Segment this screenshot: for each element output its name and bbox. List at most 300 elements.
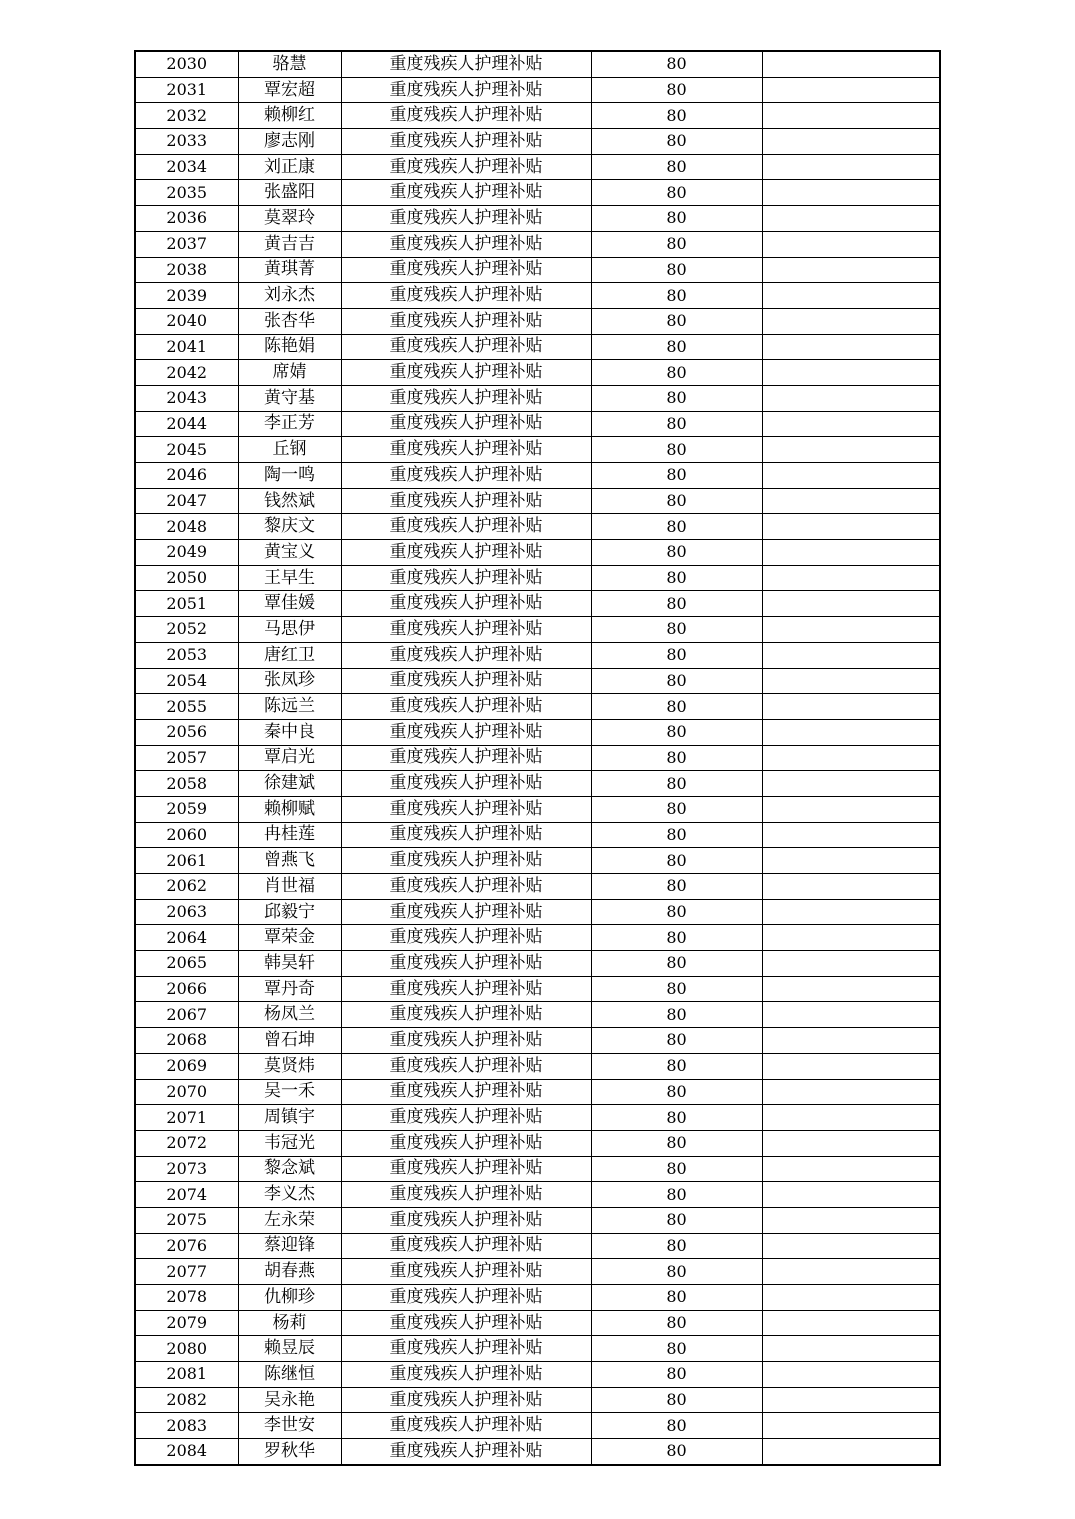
row-number-cell: 2077 bbox=[135, 1259, 238, 1285]
table-row bbox=[135, 231, 940, 257]
remark-cell bbox=[762, 694, 940, 720]
row-number-cell: 2066 bbox=[135, 976, 238, 1002]
name-cell: 黎庆文 bbox=[238, 514, 341, 540]
subsidy-item-cell: 重度残疾人护理补贴 bbox=[341, 1079, 591, 1105]
table-row bbox=[135, 1259, 940, 1285]
remark-cell bbox=[762, 385, 940, 411]
name-cell: 张盛阳 bbox=[238, 180, 341, 206]
subsidy-item-cell: 重度残疾人护理补贴 bbox=[341, 154, 591, 180]
remark-cell bbox=[762, 925, 940, 951]
name-cell: 黄琪菁 bbox=[238, 257, 341, 283]
table-row bbox=[135, 925, 940, 951]
remark-cell bbox=[762, 231, 940, 257]
amount-cell: 80 bbox=[591, 668, 762, 694]
table-row bbox=[135, 822, 940, 848]
subsidy-item-cell: 重度残疾人护理补贴 bbox=[341, 822, 591, 848]
table-row bbox=[135, 1439, 940, 1465]
row-number-cell: 2059 bbox=[135, 796, 238, 822]
subsidy-item-cell: 重度残疾人护理补贴 bbox=[341, 129, 591, 155]
subsidy-item-cell: 重度残疾人护理补贴 bbox=[341, 745, 591, 771]
name-cell: 席婧 bbox=[238, 360, 341, 386]
name-cell: 黄吉吉 bbox=[238, 231, 341, 257]
name-cell: 张凤珍 bbox=[238, 668, 341, 694]
row-number-cell: 2050 bbox=[135, 565, 238, 591]
remark-cell bbox=[762, 822, 940, 848]
subsidy-item-cell: 重度残疾人护理补贴 bbox=[341, 848, 591, 874]
amount-cell: 80 bbox=[591, 1285, 762, 1311]
subsidy-item-cell: 重度残疾人护理补贴 bbox=[341, 1336, 591, 1362]
remark-cell bbox=[762, 308, 940, 334]
subsidy-item-cell: 重度残疾人护理补贴 bbox=[341, 206, 591, 232]
remark-cell bbox=[762, 1028, 940, 1054]
amount-cell: 80 bbox=[591, 257, 762, 283]
remark-cell bbox=[762, 1182, 940, 1208]
name-cell: 曾燕飞 bbox=[238, 848, 341, 874]
remark-cell bbox=[762, 180, 940, 206]
remark-cell bbox=[762, 771, 940, 797]
name-cell: 黎念斌 bbox=[238, 1156, 341, 1182]
subsidy-item-cell: 重度残疾人护理补贴 bbox=[341, 1028, 591, 1054]
table-row bbox=[135, 334, 940, 360]
subsidy-item-cell: 重度残疾人护理补贴 bbox=[341, 976, 591, 1002]
remark-cell bbox=[762, 103, 940, 129]
table-row bbox=[135, 848, 940, 874]
amount-cell: 80 bbox=[591, 1182, 762, 1208]
table-row bbox=[135, 257, 940, 283]
remark-cell bbox=[762, 411, 940, 437]
remark-cell bbox=[762, 565, 940, 591]
table-row bbox=[135, 796, 940, 822]
amount-cell: 80 bbox=[591, 694, 762, 720]
row-number-cell: 2033 bbox=[135, 129, 238, 155]
subsidy-item-cell: 重度残疾人护理补贴 bbox=[341, 308, 591, 334]
amount-cell: 80 bbox=[591, 154, 762, 180]
remark-cell bbox=[762, 1207, 940, 1233]
name-cell: 李正芳 bbox=[238, 411, 341, 437]
name-cell: 韦冠光 bbox=[238, 1130, 341, 1156]
name-cell: 钱然斌 bbox=[238, 488, 341, 514]
name-cell: 蔡迎锋 bbox=[238, 1233, 341, 1259]
amount-cell: 80 bbox=[591, 617, 762, 643]
name-cell: 李世安 bbox=[238, 1413, 341, 1439]
table-row bbox=[135, 771, 940, 797]
amount-cell: 80 bbox=[591, 51, 762, 77]
amount-cell: 80 bbox=[591, 899, 762, 925]
remark-cell bbox=[762, 514, 940, 540]
row-number-cell: 2048 bbox=[135, 514, 238, 540]
name-cell: 徐建斌 bbox=[238, 771, 341, 797]
subsidy-item-cell: 重度残疾人护理补贴 bbox=[341, 283, 591, 309]
row-number-cell: 2069 bbox=[135, 1053, 238, 1079]
table-row bbox=[135, 77, 940, 103]
table-row bbox=[135, 668, 940, 694]
subsidy-item-cell: 重度残疾人护理补贴 bbox=[341, 642, 591, 668]
table-row bbox=[135, 154, 940, 180]
subsidy-item-cell: 重度残疾人护理补贴 bbox=[341, 51, 591, 77]
subsidy-item-cell: 重度残疾人护理补贴 bbox=[341, 231, 591, 257]
subsidy-item-cell: 重度残疾人护理补贴 bbox=[341, 103, 591, 129]
remark-cell bbox=[762, 283, 940, 309]
remark-cell bbox=[762, 154, 940, 180]
amount-cell: 80 bbox=[591, 848, 762, 874]
row-number-cell: 2046 bbox=[135, 463, 238, 489]
table-row bbox=[135, 1182, 940, 1208]
name-cell: 刘永杰 bbox=[238, 283, 341, 309]
remark-cell bbox=[762, 540, 940, 566]
row-number-cell: 2079 bbox=[135, 1310, 238, 1336]
row-number-cell: 2082 bbox=[135, 1387, 238, 1413]
row-number-cell: 2034 bbox=[135, 154, 238, 180]
table-row bbox=[135, 1310, 940, 1336]
amount-cell: 80 bbox=[591, 514, 762, 540]
name-cell: 吴一禾 bbox=[238, 1079, 341, 1105]
remark-cell bbox=[762, 617, 940, 643]
amount-cell: 80 bbox=[591, 1336, 762, 1362]
table-body bbox=[135, 51, 940, 1465]
row-number-cell: 2031 bbox=[135, 77, 238, 103]
subsidy-item-cell: 重度残疾人护理补贴 bbox=[341, 180, 591, 206]
row-number-cell: 2080 bbox=[135, 1336, 238, 1362]
table-row bbox=[135, 1053, 940, 1079]
subsidy-item-cell: 重度残疾人护理补贴 bbox=[341, 694, 591, 720]
name-cell: 李义杰 bbox=[238, 1182, 341, 1208]
subsidy-item-cell: 重度残疾人护理补贴 bbox=[341, 1413, 591, 1439]
amount-cell: 80 bbox=[591, 822, 762, 848]
name-cell: 唐红卫 bbox=[238, 642, 341, 668]
row-number-cell: 2040 bbox=[135, 308, 238, 334]
amount-cell: 80 bbox=[591, 360, 762, 386]
amount-cell: 80 bbox=[591, 385, 762, 411]
name-cell: 胡春燕 bbox=[238, 1259, 341, 1285]
amount-cell: 80 bbox=[591, 925, 762, 951]
remark-cell bbox=[762, 51, 940, 77]
name-cell: 曾石坤 bbox=[238, 1028, 341, 1054]
row-number-cell: 2064 bbox=[135, 925, 238, 951]
amount-cell: 80 bbox=[591, 951, 762, 977]
row-number-cell: 2074 bbox=[135, 1182, 238, 1208]
table-row bbox=[135, 180, 940, 206]
row-number-cell: 2055 bbox=[135, 694, 238, 720]
remark-cell bbox=[762, 874, 940, 900]
remark-cell bbox=[762, 668, 940, 694]
remark-cell bbox=[762, 1002, 940, 1028]
row-number-cell: 2044 bbox=[135, 411, 238, 437]
amount-cell: 80 bbox=[591, 1079, 762, 1105]
name-cell: 黄守基 bbox=[238, 385, 341, 411]
amount-cell: 80 bbox=[591, 308, 762, 334]
name-cell: 丘钢 bbox=[238, 437, 341, 463]
name-cell: 邱毅宁 bbox=[238, 899, 341, 925]
name-cell: 廖志刚 bbox=[238, 129, 341, 155]
remark-cell bbox=[762, 1105, 940, 1131]
amount-cell: 80 bbox=[591, 488, 762, 514]
row-number-cell: 2072 bbox=[135, 1130, 238, 1156]
subsidy-item-cell: 重度残疾人护理补贴 bbox=[341, 1130, 591, 1156]
subsidy-item-cell: 重度残疾人护理补贴 bbox=[341, 591, 591, 617]
remark-cell bbox=[762, 129, 940, 155]
row-number-cell: 2039 bbox=[135, 283, 238, 309]
row-number-cell: 2051 bbox=[135, 591, 238, 617]
row-number-cell: 2078 bbox=[135, 1285, 238, 1311]
table-row bbox=[135, 411, 940, 437]
table-row bbox=[135, 360, 940, 386]
name-cell: 罗秋华 bbox=[238, 1439, 341, 1465]
name-cell: 刘正康 bbox=[238, 154, 341, 180]
name-cell: 杨莉 bbox=[238, 1310, 341, 1336]
remark-cell bbox=[762, 951, 940, 977]
table-row bbox=[135, 1130, 940, 1156]
table-row bbox=[135, 206, 940, 232]
subsidy-item-cell: 重度残疾人护理补贴 bbox=[341, 719, 591, 745]
amount-cell: 80 bbox=[591, 796, 762, 822]
table-row bbox=[135, 1028, 940, 1054]
row-number-cell: 2049 bbox=[135, 540, 238, 566]
table-row bbox=[135, 1413, 940, 1439]
row-number-cell: 2065 bbox=[135, 951, 238, 977]
amount-cell: 80 bbox=[591, 1028, 762, 1054]
subsidy-item-cell: 重度残疾人护理补贴 bbox=[341, 1259, 591, 1285]
subsidy-item-cell: 重度残疾人护理补贴 bbox=[341, 488, 591, 514]
remark-cell bbox=[762, 642, 940, 668]
row-number-cell: 2062 bbox=[135, 874, 238, 900]
subsidy-item-cell: 重度残疾人护理补贴 bbox=[341, 796, 591, 822]
amount-cell: 80 bbox=[591, 180, 762, 206]
name-cell: 陶一鸣 bbox=[238, 463, 341, 489]
amount-cell: 80 bbox=[591, 591, 762, 617]
row-number-cell: 2041 bbox=[135, 334, 238, 360]
table-row bbox=[135, 719, 940, 745]
subsidy-item-cell: 重度残疾人护理补贴 bbox=[341, 617, 591, 643]
remark-cell bbox=[762, 1233, 940, 1259]
amount-cell: 80 bbox=[591, 745, 762, 771]
remark-cell bbox=[762, 719, 940, 745]
table-row bbox=[135, 1233, 940, 1259]
remark-cell bbox=[762, 796, 940, 822]
table-row bbox=[135, 1362, 940, 1388]
name-cell: 覃丹奇 bbox=[238, 976, 341, 1002]
subsidy-item-cell: 重度残疾人护理补贴 bbox=[341, 257, 591, 283]
table-row bbox=[135, 51, 940, 77]
table-row bbox=[135, 617, 940, 643]
subsidy-item-cell: 重度残疾人护理补贴 bbox=[341, 385, 591, 411]
subsidy-item-cell: 重度残疾人护理补贴 bbox=[341, 1387, 591, 1413]
remark-cell bbox=[762, 1439, 940, 1465]
name-cell: 肖世福 bbox=[238, 874, 341, 900]
row-number-cell: 2057 bbox=[135, 745, 238, 771]
row-number-cell: 2068 bbox=[135, 1028, 238, 1054]
name-cell: 周镇宇 bbox=[238, 1105, 341, 1131]
amount-cell: 80 bbox=[591, 206, 762, 232]
subsidy-item-cell: 重度残疾人护理补贴 bbox=[341, 1207, 591, 1233]
remark-cell bbox=[762, 360, 940, 386]
remark-cell bbox=[762, 488, 940, 514]
remark-cell bbox=[762, 1259, 940, 1285]
remark-cell bbox=[762, 1387, 940, 1413]
table-row bbox=[135, 1285, 940, 1311]
name-cell: 覃宏超 bbox=[238, 77, 341, 103]
name-cell: 吴永艳 bbox=[238, 1387, 341, 1413]
subsidy-item-cell: 重度残疾人护理补贴 bbox=[341, 1310, 591, 1336]
name-cell: 王早生 bbox=[238, 565, 341, 591]
table-row bbox=[135, 283, 940, 309]
remark-cell bbox=[762, 1413, 940, 1439]
subsidy-item-cell: 重度残疾人护理补贴 bbox=[341, 565, 591, 591]
remark-cell bbox=[762, 257, 940, 283]
subsidy-item-cell: 重度残疾人护理补贴 bbox=[341, 1182, 591, 1208]
subsidy-item-cell: 重度残疾人护理补贴 bbox=[341, 1285, 591, 1311]
row-number-cell: 2036 bbox=[135, 206, 238, 232]
amount-cell: 80 bbox=[591, 1439, 762, 1465]
subsidy-item-cell: 重度残疾人护理补贴 bbox=[341, 1233, 591, 1259]
table-row bbox=[135, 437, 940, 463]
subsidy-item-cell: 重度残疾人护理补贴 bbox=[341, 1439, 591, 1465]
name-cell: 杨凤兰 bbox=[238, 1002, 341, 1028]
table-row bbox=[135, 308, 940, 334]
subsidy-item-cell: 重度残疾人护理补贴 bbox=[341, 540, 591, 566]
subsidy-item-cell: 重度残疾人护理补贴 bbox=[341, 668, 591, 694]
row-number-cell: 2083 bbox=[135, 1413, 238, 1439]
remark-cell bbox=[762, 437, 940, 463]
amount-cell: 80 bbox=[591, 437, 762, 463]
remark-cell bbox=[762, 206, 940, 232]
subsidy-item-cell: 重度残疾人护理补贴 bbox=[341, 334, 591, 360]
amount-cell: 80 bbox=[591, 1105, 762, 1131]
name-cell: 马思伊 bbox=[238, 617, 341, 643]
remark-cell bbox=[762, 1310, 940, 1336]
row-number-cell: 2035 bbox=[135, 180, 238, 206]
row-number-cell: 2070 bbox=[135, 1079, 238, 1105]
row-number-cell: 2045 bbox=[135, 437, 238, 463]
subsidy-item-cell: 重度残疾人护理补贴 bbox=[341, 899, 591, 925]
subsidy-item-cell: 重度残疾人护理补贴 bbox=[341, 463, 591, 489]
row-number-cell: 2075 bbox=[135, 1207, 238, 1233]
name-cell: 仇柳珍 bbox=[238, 1285, 341, 1311]
name-cell: 韩昊轩 bbox=[238, 951, 341, 977]
remark-cell bbox=[762, 1079, 940, 1105]
amount-cell: 80 bbox=[591, 1387, 762, 1413]
row-number-cell: 2030 bbox=[135, 51, 238, 77]
table-row bbox=[135, 899, 940, 925]
name-cell: 秦中良 bbox=[238, 719, 341, 745]
subsidy-item-cell: 重度残疾人护理补贴 bbox=[341, 514, 591, 540]
subsidy-item-cell: 重度残疾人护理补贴 bbox=[341, 1156, 591, 1182]
subsidy-item-cell: 重度残疾人护理补贴 bbox=[341, 1105, 591, 1131]
table-row bbox=[135, 1079, 940, 1105]
amount-cell: 80 bbox=[591, 565, 762, 591]
remark-cell bbox=[762, 77, 940, 103]
amount-cell: 80 bbox=[591, 1156, 762, 1182]
subsidy-item-cell: 重度残疾人护理补贴 bbox=[341, 951, 591, 977]
remark-cell bbox=[762, 745, 940, 771]
amount-cell: 80 bbox=[591, 1233, 762, 1259]
table-row bbox=[135, 694, 940, 720]
row-number-cell: 2060 bbox=[135, 822, 238, 848]
table-row bbox=[135, 745, 940, 771]
remark-cell bbox=[762, 899, 940, 925]
table-row bbox=[135, 463, 940, 489]
subsidy-item-cell: 重度残疾人护理补贴 bbox=[341, 437, 591, 463]
name-cell: 左永荣 bbox=[238, 1207, 341, 1233]
amount-cell: 80 bbox=[591, 771, 762, 797]
subsidy-table bbox=[134, 50, 941, 1466]
table-row bbox=[135, 642, 940, 668]
remark-cell bbox=[762, 1130, 940, 1156]
row-number-cell: 2061 bbox=[135, 848, 238, 874]
subsidy-item-cell: 重度残疾人护理补贴 bbox=[341, 411, 591, 437]
subsidy-item-cell: 重度残疾人护理补贴 bbox=[341, 771, 591, 797]
table-row bbox=[135, 488, 940, 514]
amount-cell: 80 bbox=[591, 1310, 762, 1336]
table-row bbox=[135, 385, 940, 411]
name-cell: 赖柳红 bbox=[238, 103, 341, 129]
table-row bbox=[135, 514, 940, 540]
table-row bbox=[135, 951, 940, 977]
subsidy-item-cell: 重度残疾人护理补贴 bbox=[341, 77, 591, 103]
amount-cell: 80 bbox=[591, 1362, 762, 1388]
row-number-cell: 2067 bbox=[135, 1002, 238, 1028]
remark-cell bbox=[762, 1053, 940, 1079]
amount-cell: 80 bbox=[591, 874, 762, 900]
name-cell: 莫翠玲 bbox=[238, 206, 341, 232]
name-cell: 冉桂莲 bbox=[238, 822, 341, 848]
remark-cell bbox=[762, 591, 940, 617]
remark-cell bbox=[762, 334, 940, 360]
name-cell: 黄宝义 bbox=[238, 540, 341, 566]
name-cell: 赖昱辰 bbox=[238, 1336, 341, 1362]
row-number-cell: 2047 bbox=[135, 488, 238, 514]
amount-cell: 80 bbox=[591, 283, 762, 309]
row-number-cell: 2071 bbox=[135, 1105, 238, 1131]
remark-cell bbox=[762, 463, 940, 489]
name-cell: 覃佳媛 bbox=[238, 591, 341, 617]
row-number-cell: 2081 bbox=[135, 1362, 238, 1388]
amount-cell: 80 bbox=[591, 411, 762, 437]
name-cell: 莫贤炜 bbox=[238, 1053, 341, 1079]
amount-cell: 80 bbox=[591, 1002, 762, 1028]
name-cell: 陈艳娟 bbox=[238, 334, 341, 360]
name-cell: 陈远兰 bbox=[238, 694, 341, 720]
table-row bbox=[135, 874, 940, 900]
amount-cell: 80 bbox=[591, 129, 762, 155]
amount-cell: 80 bbox=[591, 719, 762, 745]
table-row bbox=[135, 565, 940, 591]
name-cell: 覃荣金 bbox=[238, 925, 341, 951]
amount-cell: 80 bbox=[591, 463, 762, 489]
table-row bbox=[135, 1156, 940, 1182]
amount-cell: 80 bbox=[591, 1207, 762, 1233]
row-number-cell: 2056 bbox=[135, 719, 238, 745]
table-row bbox=[135, 129, 940, 155]
remark-cell bbox=[762, 976, 940, 1002]
row-number-cell: 2038 bbox=[135, 257, 238, 283]
amount-cell: 80 bbox=[591, 1053, 762, 1079]
subsidy-item-cell: 重度残疾人护理补贴 bbox=[341, 874, 591, 900]
table-row bbox=[135, 591, 940, 617]
name-cell: 陈继恒 bbox=[238, 1362, 341, 1388]
row-number-cell: 2073 bbox=[135, 1156, 238, 1182]
amount-cell: 80 bbox=[591, 1259, 762, 1285]
row-number-cell: 2063 bbox=[135, 899, 238, 925]
table-row bbox=[135, 1207, 940, 1233]
row-number-cell: 2042 bbox=[135, 360, 238, 386]
row-number-cell: 2084 bbox=[135, 1439, 238, 1465]
subsidy-item-cell: 重度残疾人护理补贴 bbox=[341, 1002, 591, 1028]
amount-cell: 80 bbox=[591, 642, 762, 668]
row-number-cell: 2054 bbox=[135, 668, 238, 694]
table-row bbox=[135, 103, 940, 129]
table-row bbox=[135, 1002, 940, 1028]
row-number-cell: 2058 bbox=[135, 771, 238, 797]
